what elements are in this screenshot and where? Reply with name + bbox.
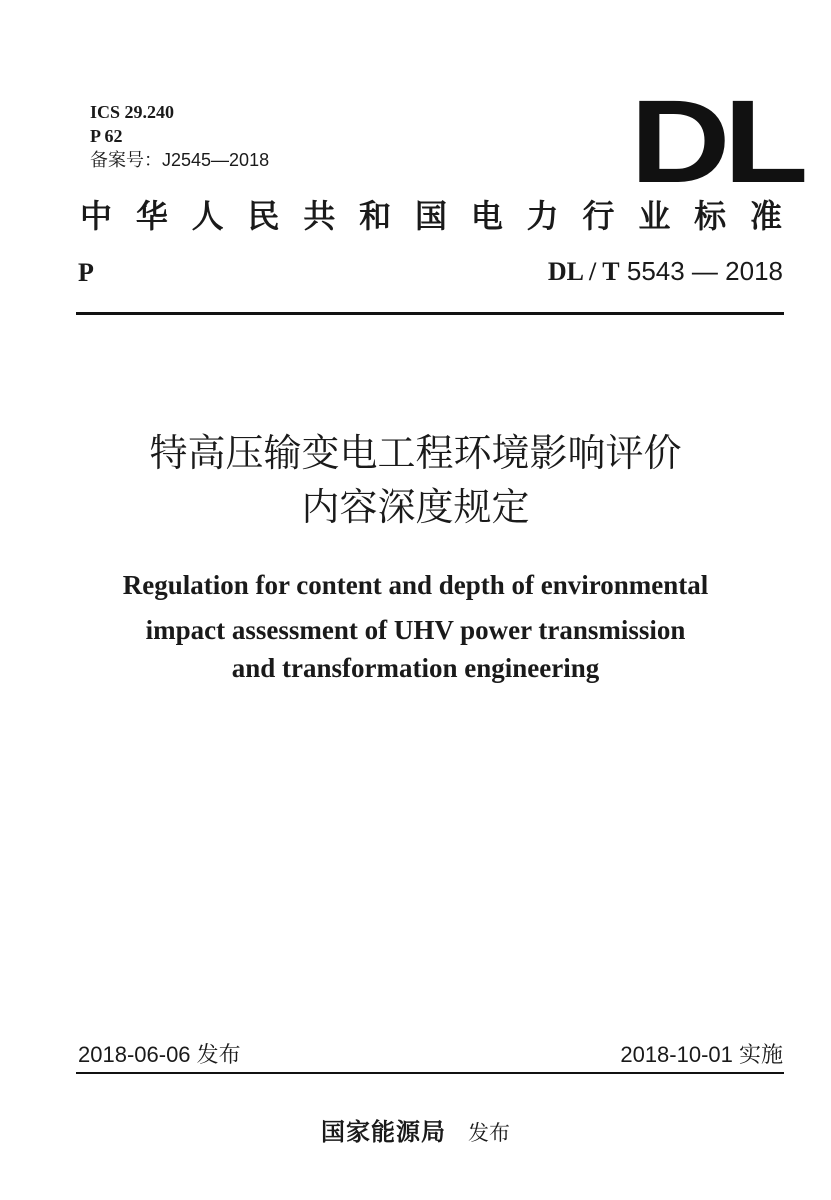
implementation-date: 2018-10-01 实施 <box>620 1042 783 1067</box>
industry-standard-heading: 中华人民共和国电力行业标准 <box>80 197 784 235</box>
publisher-action: 发布 <box>468 1121 510 1145</box>
classification-code: P 62 <box>90 126 123 146</box>
standard-code: 5543 — 2018 <box>626 256 783 286</box>
title-english-line-2: impact assessment of UHV power transmission <box>145 615 686 645</box>
filing-number: 备案号：J2545—2018 <box>90 150 270 170</box>
ics-code: ICS 29.240 <box>90 102 175 122</box>
issue-date: 2018-06-06 发布 <box>78 1042 241 1067</box>
title-english-line-1: Regulation for content and depth of environmental <box>122 570 709 600</box>
catalog-metadata <box>90 100 269 172</box>
standard-prefix: DL / T <box>547 257 620 286</box>
header-divider <box>76 312 784 315</box>
standard-number <box>548 256 783 287</box>
publisher-line <box>0 1112 831 1147</box>
dl-logo: DL <box>630 76 802 208</box>
category-letter: P <box>78 258 94 287</box>
title-chinese-line-1: 特高压输变电工程环境影响评价 <box>149 431 682 475</box>
footer-divider <box>76 1072 784 1074</box>
title-english-line-3: and transformation engineering <box>231 653 600 683</box>
publisher-organization: 国家能源局 <box>321 1117 446 1146</box>
title-chinese-line-2: 内容深度规定 <box>301 485 530 529</box>
